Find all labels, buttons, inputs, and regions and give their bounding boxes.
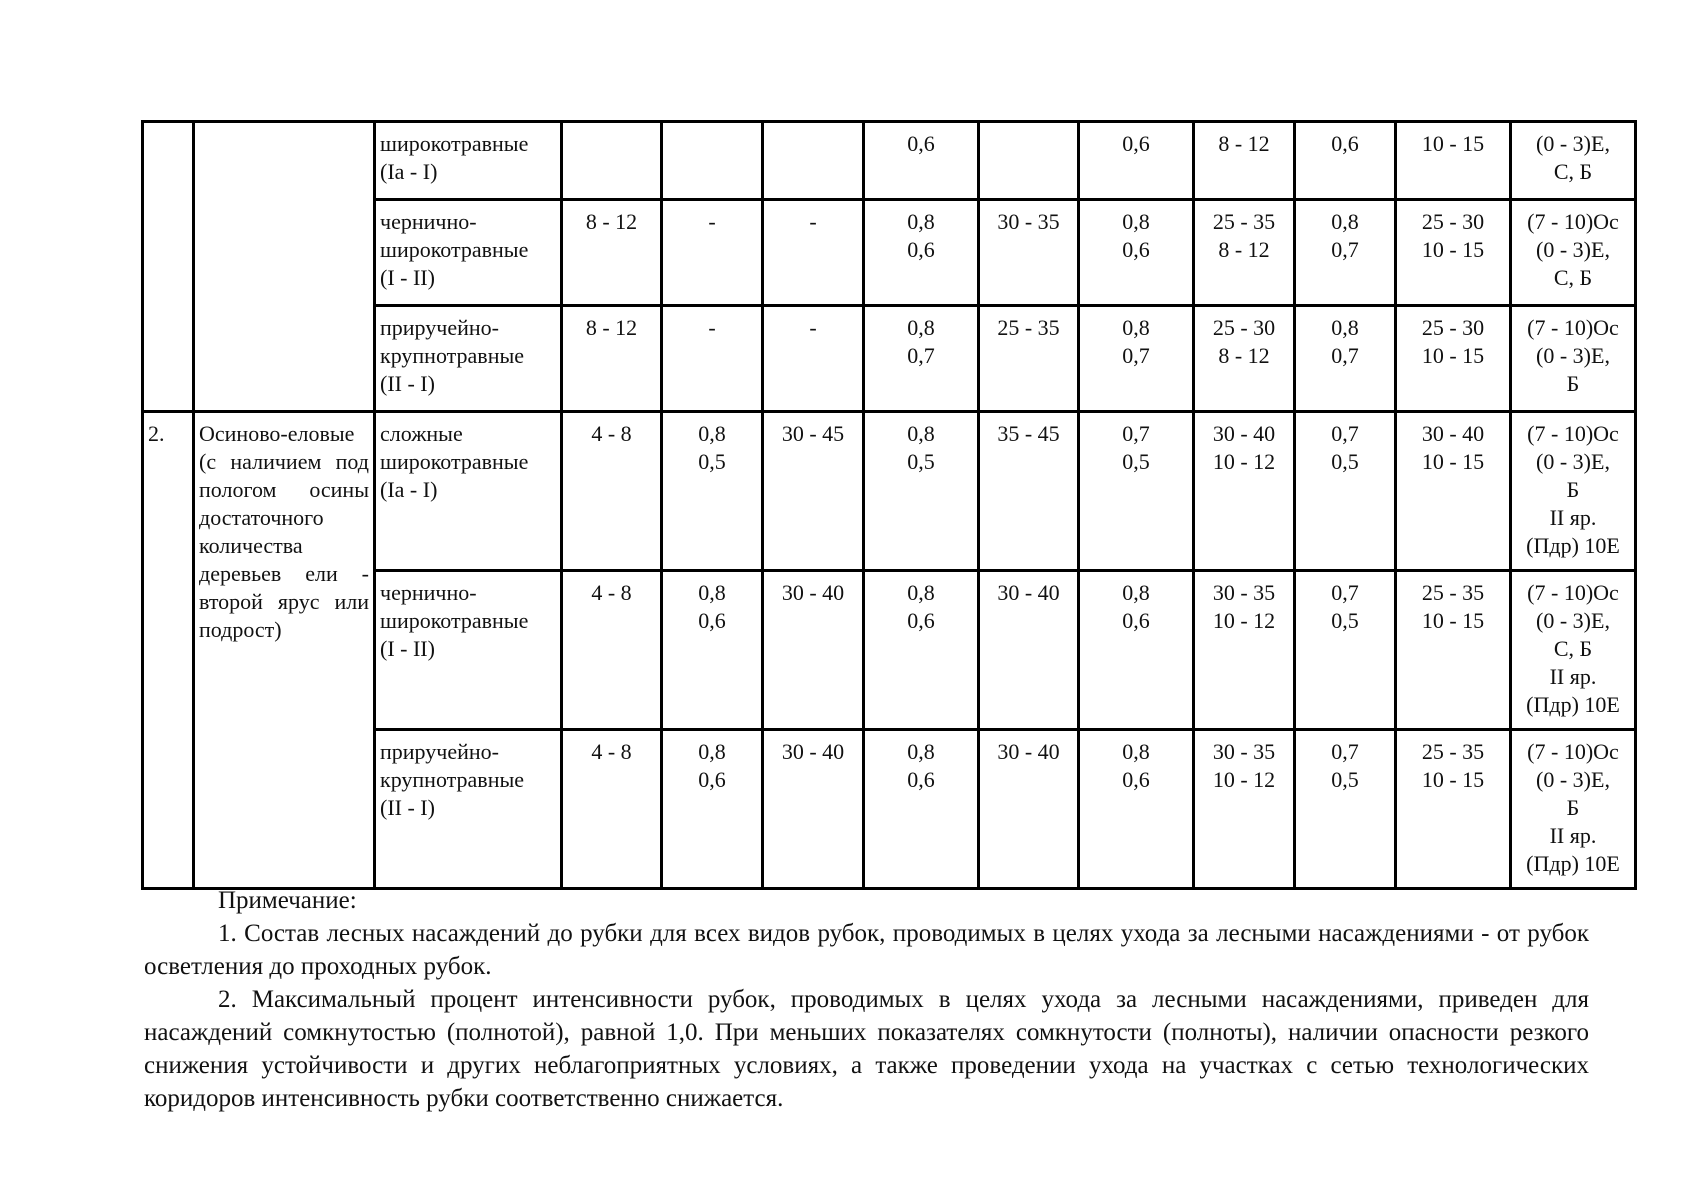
value-line: 30 - 35 (997, 209, 1060, 234)
value-cell (979, 200, 1079, 306)
forest-type-line: крупнотравные (380, 343, 525, 368)
forest-type-line: крупнотравные (380, 767, 525, 792)
value-line: (7 - 10)Ос (1527, 421, 1619, 446)
value-line: II яр. (1549, 823, 1597, 848)
value-cell (864, 122, 979, 200)
value-cell (979, 412, 1079, 571)
value-line: - (809, 209, 817, 234)
value-cell (1194, 306, 1295, 412)
value-line: 10 - 15 (1421, 343, 1485, 368)
value-line: 0,8 (698, 580, 726, 605)
value-cell (1511, 200, 1636, 306)
value-line: Б (1566, 477, 1580, 502)
value-cell (662, 571, 763, 730)
value-cell (1295, 200, 1396, 306)
value-cell (763, 200, 864, 306)
value-line: (0 - 3)E, (1536, 237, 1610, 262)
value-line: 0,6 (698, 608, 726, 633)
value-line: (0 - 3)E, (1536, 343, 1610, 368)
value-cell (864, 412, 979, 571)
value-line: 0,8 (907, 315, 935, 340)
forest-type-cell (375, 122, 562, 200)
value-cell (562, 730, 662, 889)
value-line: 25 - 30 (1421, 315, 1485, 340)
value-cell (979, 122, 1079, 200)
value-line: 8 - 12 (585, 209, 638, 234)
value-line: 10 - 15 (1421, 237, 1485, 262)
forest-type-line: чернично- (380, 209, 477, 234)
value-cell (1396, 306, 1511, 412)
value-line: 30 - 35 (1212, 739, 1276, 764)
forest-type-cell (375, 730, 562, 889)
value-line: 0,7 (907, 343, 935, 368)
forest-type-line: (Ia - I) (380, 159, 438, 184)
value-line: 30 - 40 (781, 580, 845, 605)
value-cell (864, 200, 979, 306)
value-cell (1511, 412, 1636, 571)
value-cell (763, 571, 864, 730)
value-line: С, Б (1553, 159, 1593, 184)
group-name-cell: Осиново-еловые (с наличием под пологом осины достаточного количества деревьев ели - второй ярус или подрост) (194, 412, 375, 889)
value-line: 0,5 (698, 449, 726, 474)
value-line: 10 - 15 (1421, 608, 1485, 633)
value-line: 0,8 (1122, 315, 1150, 340)
value-line: 0,8 (907, 421, 935, 446)
value-cell (1396, 571, 1511, 730)
value-cell (1079, 571, 1194, 730)
value-line: 0,7 (1331, 237, 1359, 262)
value-cell (1079, 730, 1194, 889)
value-cell (1194, 730, 1295, 889)
value-cell (1194, 571, 1295, 730)
value-line: 0,7 (1122, 421, 1150, 446)
value-line: 0,8 (1122, 739, 1150, 764)
notes-title: Примечание: (218, 887, 357, 914)
value-line: 8 - 12 (1218, 237, 1270, 262)
value-cell (1194, 412, 1295, 571)
value-cell (1396, 122, 1511, 200)
value-line: 30 - 40 (997, 580, 1060, 605)
value-line: 25 - 35 (1421, 580, 1485, 605)
forest-type-line: широкотравные (380, 449, 529, 474)
value-cell (562, 571, 662, 730)
value-line: - (809, 315, 817, 340)
forest-type-line: широкотравные (380, 237, 529, 262)
value-line: С, Б (1553, 636, 1593, 661)
value-line: 10 - 15 (1421, 449, 1485, 474)
value-line: (0 - 3)E, (1536, 131, 1610, 156)
value-line: 0,5 (1122, 449, 1150, 474)
value-line: 0,7 (1331, 739, 1359, 764)
note-item: 2. Максимальный процент интенсивности рубок, проводимых в целях ухода за лесными насаждениями, приведен для насаждений сомкнутостью (полнотой), равной 1,0. При меньших показателях сомкнутости (полноты), наличии опасности резкого снижения устойчивости и других неблагоприятных условиях, а также проведении ухода на участках с сетью технологических коридоров интенсивность рубки соответственно снижается. (144, 986, 1589, 1112)
value-line: 0,8 (907, 209, 935, 234)
value-line: (0 - 3)E, (1536, 608, 1610, 633)
value-line: 0,5 (1331, 767, 1359, 792)
value-line: 0,6 (907, 131, 935, 156)
value-line: 0,8 (698, 421, 726, 446)
value-line: 25 - 35 (997, 315, 1060, 340)
value-cell (1079, 412, 1194, 571)
value-line: (Пдр) 10Е (1526, 533, 1620, 558)
value-line: 8 - 12 (585, 315, 638, 340)
value-line: С, Б (1553, 265, 1593, 290)
forest-care-table (141, 120, 1637, 890)
value-line: 0,6 (1331, 131, 1359, 156)
value-cell (1295, 412, 1396, 571)
value-cell (1511, 571, 1636, 730)
value-line: 10 - 15 (1421, 131, 1485, 156)
value-line: (0 - 3)E, (1536, 767, 1610, 792)
value-line: 8 - 12 (1218, 131, 1270, 156)
value-cell (763, 730, 864, 889)
value-cell (763, 412, 864, 571)
forest-type-line: широкотравные (380, 131, 529, 156)
value-cell (763, 306, 864, 412)
value-line: 0,8 (698, 739, 726, 764)
value-line: 25 - 30 (1212, 315, 1276, 340)
value-line: 0,8 (1122, 209, 1150, 234)
value-line: 25 - 35 (1212, 209, 1276, 234)
group-number-cell: 2. (143, 412, 194, 889)
value-line: 0,6 (1122, 767, 1150, 792)
value-cell (1295, 730, 1396, 889)
value-cell (662, 730, 763, 889)
value-line: (Пдр) 10Е (1526, 851, 1620, 876)
value-line: 0,6 (1122, 608, 1150, 633)
table-row (143, 122, 1636, 200)
value-cell (662, 306, 763, 412)
value-line: 0,6 (907, 237, 935, 262)
value-line: (7 - 10)Ос (1527, 739, 1619, 764)
table-row (143, 412, 1636, 571)
value-cell (979, 306, 1079, 412)
value-line: 0,5 (907, 449, 935, 474)
value-line: 25 - 30 (1421, 209, 1485, 234)
value-line: 30 - 40 (1212, 421, 1276, 446)
value-cell (864, 306, 979, 412)
value-cell (1079, 200, 1194, 306)
value-cell (1511, 122, 1636, 200)
value-line: II яр. (1549, 664, 1597, 689)
value-cell (662, 200, 763, 306)
value-cell (1511, 306, 1636, 412)
value-line: 0,6 (1122, 237, 1150, 262)
value-line: 4 - 8 (591, 739, 632, 764)
value-line: 0,8 (907, 580, 935, 605)
value-line: (7 - 10)Ос (1527, 580, 1619, 605)
value-line: 0,8 (1122, 580, 1150, 605)
value-line: 0,8 (907, 739, 935, 764)
value-cell (562, 306, 662, 412)
forest-type-line: приручейно- (380, 315, 499, 340)
value-cell (1194, 200, 1295, 306)
forest-type-line: (II - I) (380, 795, 435, 820)
value-line: 35 - 45 (997, 421, 1060, 446)
value-line: II яр. (1549, 505, 1597, 530)
value-cell (562, 412, 662, 571)
value-line: 0,6 (1122, 131, 1150, 156)
value-line: 10 - 12 (1212, 449, 1276, 474)
value-line: 0,8 (1331, 209, 1359, 234)
value-line: Б (1566, 795, 1580, 820)
forest-type-cell (375, 571, 562, 730)
forest-type-line: широкотравные (380, 608, 529, 633)
value-cell (562, 200, 662, 306)
value-line: - (708, 315, 716, 340)
forest-type-cell (375, 412, 562, 571)
value-line: 4 - 8 (591, 580, 632, 605)
value-line: - (708, 209, 716, 234)
value-cell (562, 122, 662, 200)
value-cell (1079, 122, 1194, 200)
forest-type-line: (Ia - I) (380, 477, 438, 502)
group-number-cell (143, 122, 194, 412)
value-cell (1194, 122, 1295, 200)
forest-type-line: сложные (380, 421, 463, 446)
notes-section (144, 884, 1589, 1115)
forest-type-line: приручейно- (380, 739, 499, 764)
value-line: Б (1566, 371, 1580, 396)
value-cell (1396, 412, 1511, 571)
forest-type-cell (375, 306, 562, 412)
value-line: 30 - 35 (1212, 580, 1276, 605)
value-line: 0,8 (1331, 315, 1359, 340)
value-line: (7 - 10)Ос (1527, 209, 1619, 234)
value-cell (864, 730, 979, 889)
value-cell (1396, 200, 1511, 306)
value-cell (763, 122, 864, 200)
value-cell (1511, 730, 1636, 889)
value-line: 30 - 45 (781, 421, 845, 446)
value-cell (864, 571, 979, 730)
forest-type-line: (I - II) (380, 636, 435, 661)
value-cell (1396, 730, 1511, 889)
value-line: 0,6 (907, 767, 935, 792)
value-line: 4 - 8 (591, 421, 632, 446)
value-line: 0,5 (1331, 449, 1359, 474)
forest-type-line: чернично- (380, 580, 477, 605)
value-line: 10 - 12 (1212, 767, 1276, 792)
value-line: 30 - 40 (997, 739, 1060, 764)
value-cell (1079, 306, 1194, 412)
value-cell (979, 571, 1079, 730)
value-line: 30 - 40 (1421, 421, 1485, 446)
forest-type-cell (375, 200, 562, 306)
forest-type-line: (I - II) (380, 265, 435, 290)
value-cell (979, 730, 1079, 889)
value-line: 0,7 (1331, 580, 1359, 605)
group-name-cell (194, 122, 375, 412)
value-cell (1295, 571, 1396, 730)
value-cell (662, 122, 763, 200)
value-cell (662, 412, 763, 571)
value-line: (0 - 3)E, (1536, 449, 1610, 474)
value-line: 10 - 12 (1212, 608, 1276, 633)
forest-type-line: (II - I) (380, 371, 435, 396)
value-line: 0,7 (1331, 421, 1359, 446)
value-line: 25 - 35 (1421, 739, 1485, 764)
value-line: 8 - 12 (1218, 343, 1270, 368)
value-cell (1295, 306, 1396, 412)
value-line: 0,6 (907, 608, 935, 633)
value-line: 0,7 (1331, 343, 1359, 368)
note-item: 1. Состав лесных насаждений до рубки для всех видов рубок, проводимых в целях ухода за лесными насаждениями - от рубок осветления до проходных рубок. (144, 920, 1589, 980)
value-line: (Пдр) 10Е (1526, 692, 1620, 717)
value-line: (7 - 10)Ос (1527, 315, 1619, 340)
value-line: 30 - 40 (781, 739, 845, 764)
value-line: 0,7 (1122, 343, 1150, 368)
value-cell (1295, 122, 1396, 200)
value-line: 0,5 (1331, 608, 1359, 633)
value-line: 10 - 15 (1421, 767, 1485, 792)
value-line: 0,6 (698, 767, 726, 792)
